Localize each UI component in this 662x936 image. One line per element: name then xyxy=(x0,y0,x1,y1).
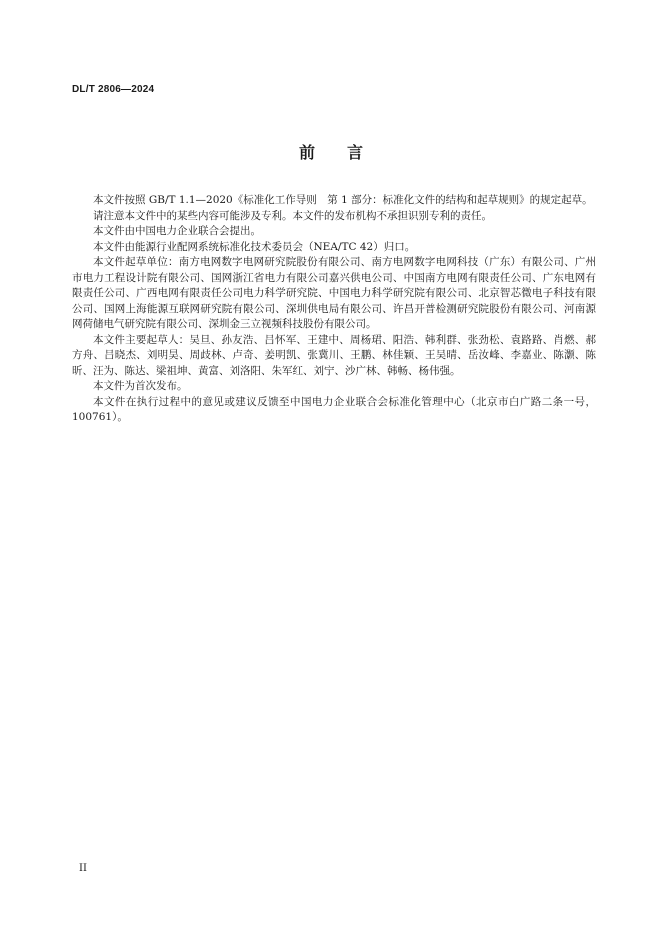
paragraph-drafting-rules: 本文件按照 GB/T 1.1—2020《标准化工作导则 第 1 部分：标准化文件的结构和起草规则》的规定起草。 xyxy=(93,194,593,206)
paragraph-committee: 本文件由能源行业配网系统标准化技术委员会（NEA/TC 42）归口。 xyxy=(93,240,416,253)
paragraph-drafting-units: 本文件起草单位：南方电网数字电网研究院股份有限公司、南方电网数字电网科技（广东）有限公司、广州市电力工程设计院有限公司、国网浙江省电力有限公司嘉兴供电公司、中国南方电网有限责任公司、广东电网有限责任公司、广西电网有限责任公司电力科学研究院、中国电力科学研究院有限公司、北京智芯微电子科技有限公司、国网上海能源互联网研究院有限公司、深圳供电局有限公司、许昌开普检测研究院股份有限公司、河南源网荷储电气研究院有限公司、深圳金三立视频科技股份有限公司。 xyxy=(72,256,596,330)
paragraph-feedback: 本文件在执行过程中的意见或建议反馈至中国电力企业联合会标准化管理中心（北京市白广路二条一号，100761）。 xyxy=(72,395,596,423)
paragraph-first-release: 本文件为首次发布。 xyxy=(93,380,188,392)
paragraph-proposer: 本文件由中国电力企业联合会提出。 xyxy=(93,225,261,237)
paragraph-drafters: 本文件主要起草人：吴旦、孙友浩、吕怀军、王建中、周杨珺、阳浩、韩利群、张劲松、袁路路、肖燃、郝方舟、吕晓杰、刘明昊、周歧林、卢奇、姜明凯、张冀川、王鹏、林佳颖、王吴晴、岳汝峰、李嘉业、陈灏、陈昕、汪为、陈达、梁祖坤、黄富、刘洛阳、朱军红、刘宁、沙广林、韩畅、杨伟强。 xyxy=(72,333,596,377)
page-title: 前言 xyxy=(298,143,395,162)
page-number: II xyxy=(79,863,87,874)
document-code: DL/T 2806—2024 xyxy=(72,84,155,95)
paragraph-patent-notice: 请注意本文件中的某些内容可能涉及专利。本文件的发布机构不承担识别专利的责任。 xyxy=(93,209,492,222)
foreword-body xyxy=(72,193,596,426)
